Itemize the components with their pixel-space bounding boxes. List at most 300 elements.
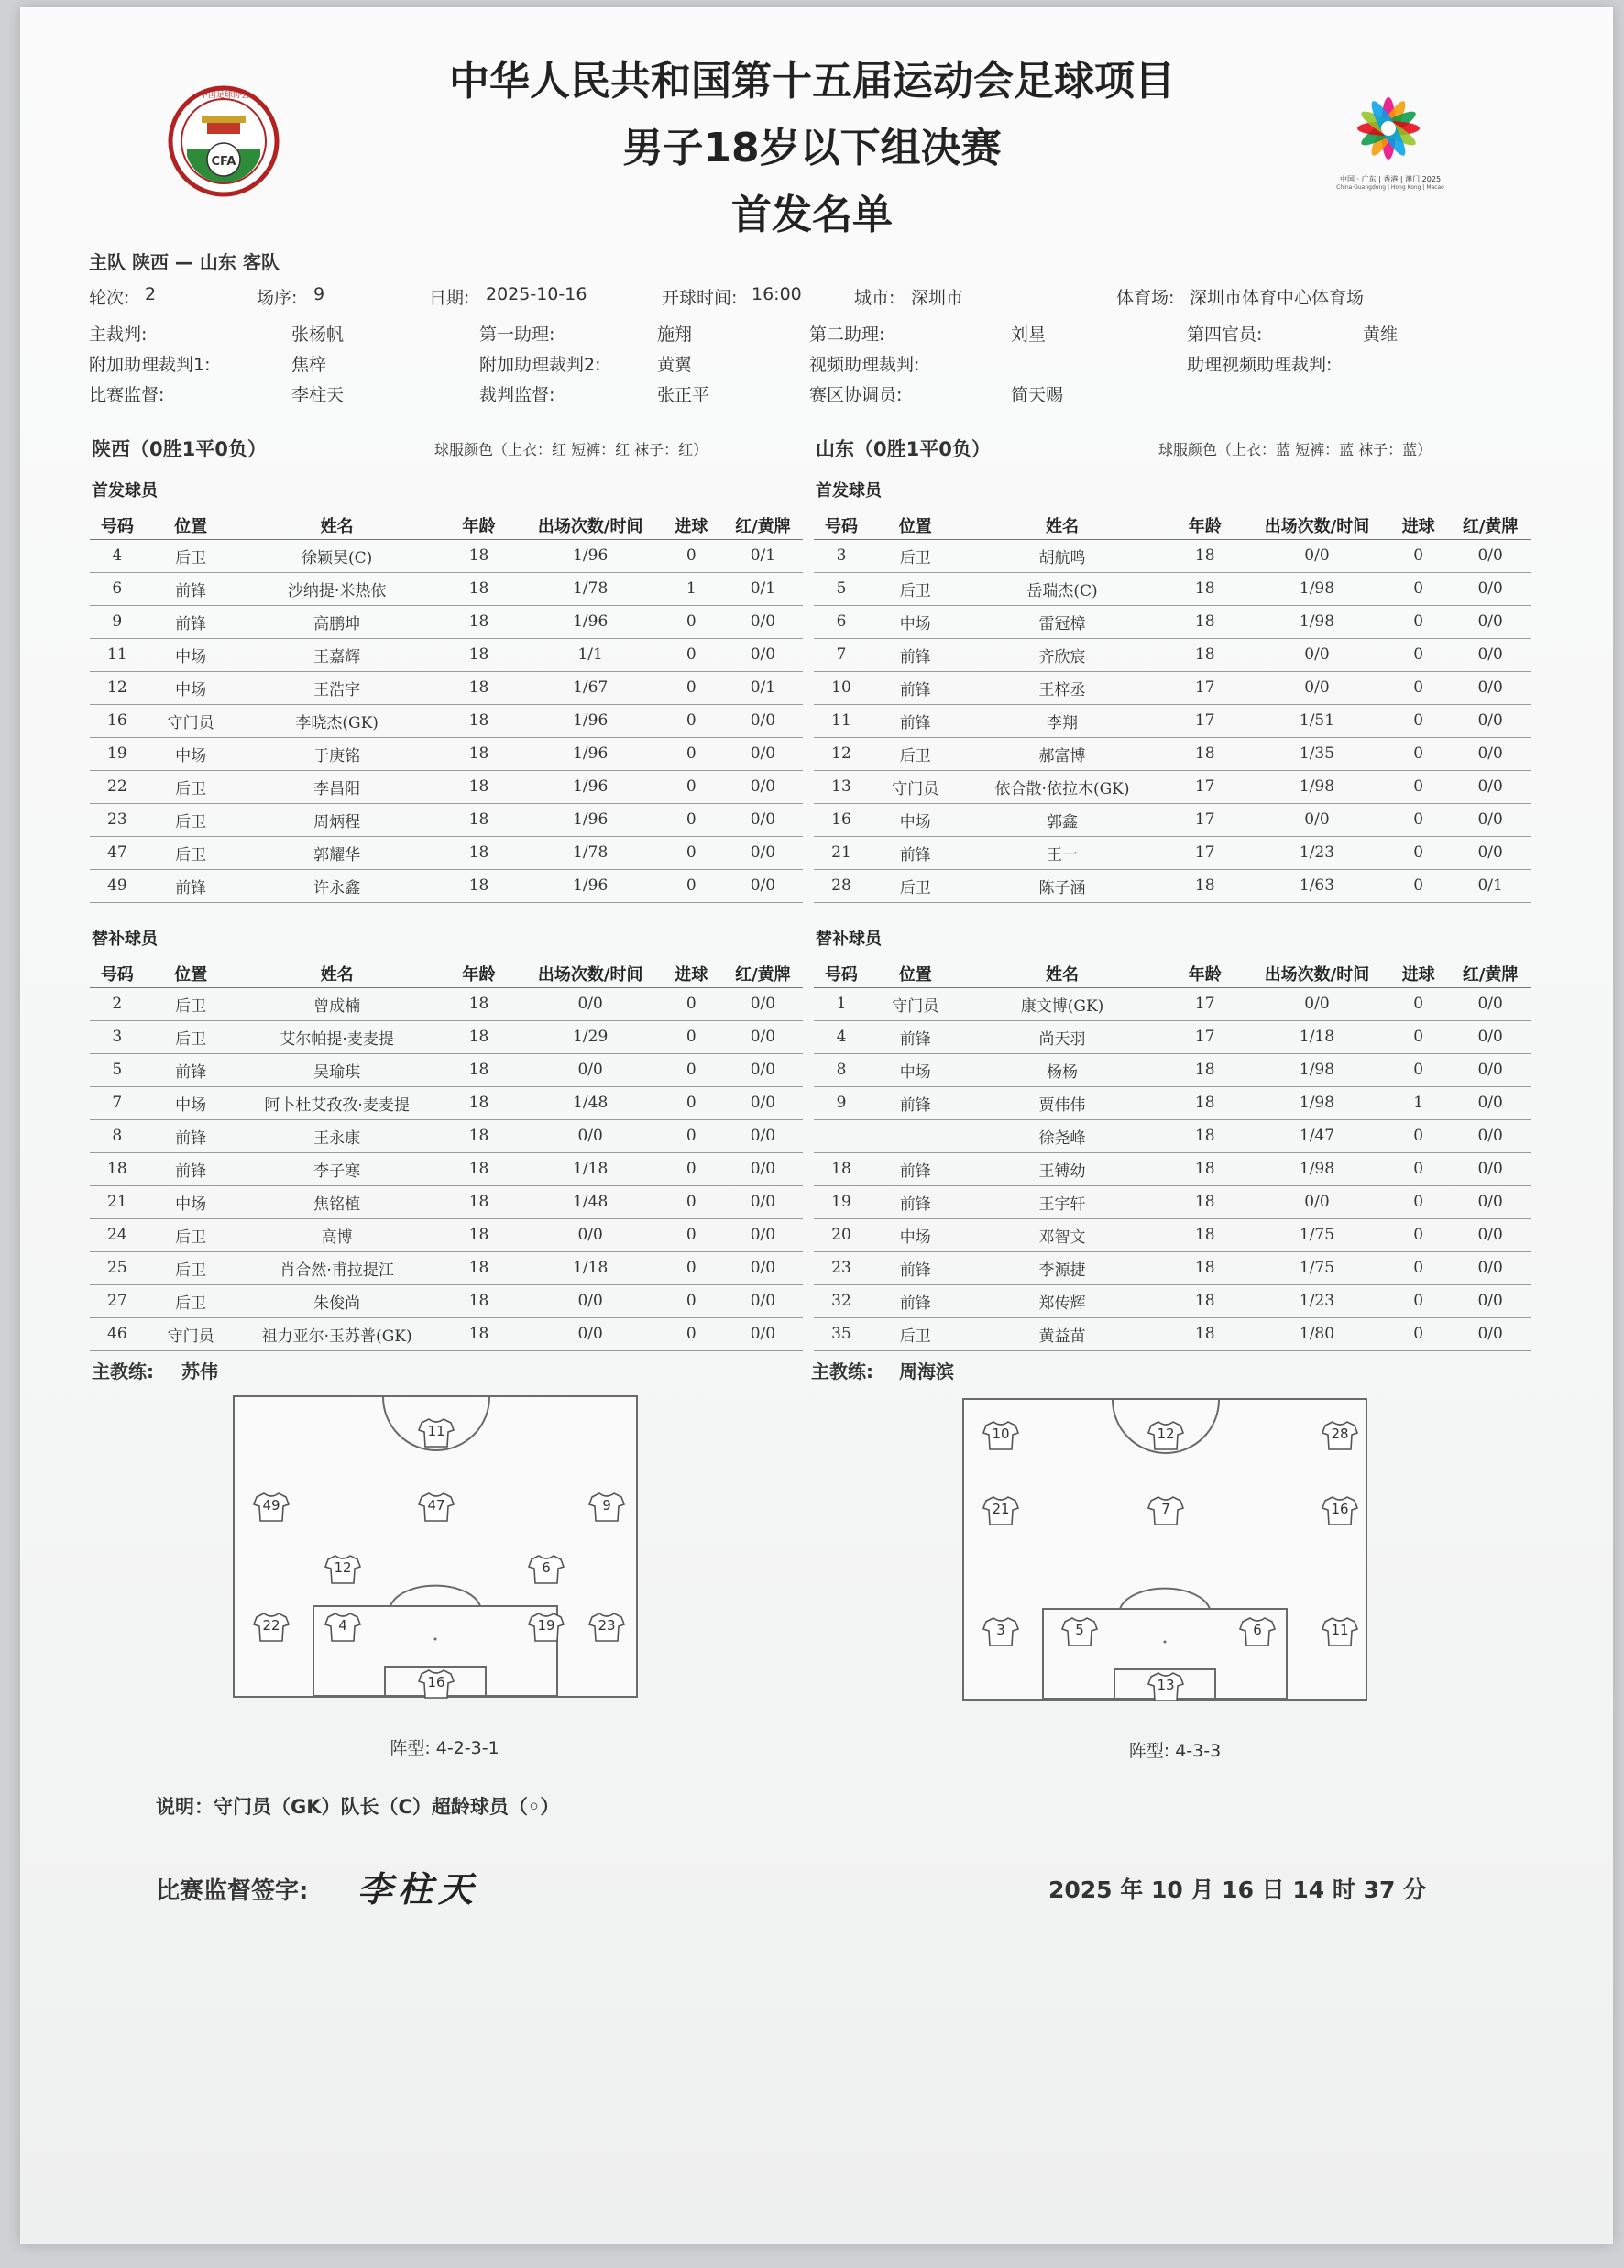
- player-cell: 0: [660, 1086, 723, 1119]
- column-header: 出场次数/时间: [521, 512, 659, 539]
- player-cell: 1/96: [521, 803, 659, 836]
- player-cell: 王永康: [237, 1119, 437, 1152]
- player-row: [90, 1020, 803, 1053]
- jersey-icon: [1147, 1671, 1184, 1702]
- signature-label: 比赛监督签字:: [156, 1877, 309, 1905]
- player-cell: 18: [814, 1152, 869, 1185]
- player-cell: 后卫: [145, 987, 237, 1020]
- player-cell: 1/96: [521, 539, 659, 572]
- player-cell: 1/96: [521, 605, 659, 638]
- teams-line: 主队 陕西 — 山东 客队: [89, 251, 280, 273]
- player-cell: 0/1: [723, 671, 803, 704]
- player-cell: 前锋: [145, 869, 237, 902]
- player-cell: 11: [814, 704, 869, 737]
- player-cell: 17: [1163, 836, 1247, 869]
- player-cell: 尚天羽: [961, 1020, 1162, 1053]
- player-cell: 0: [660, 1020, 723, 1053]
- player-cell: 中场: [145, 1086, 237, 1119]
- official-label: 主裁判:: [89, 325, 148, 345]
- jersey-icon: [1322, 1495, 1358, 1526]
- column-header: 年龄: [1163, 512, 1247, 539]
- match-no-value: 9: [313, 284, 325, 304]
- player-cell: 0/0: [723, 1053, 803, 1086]
- player-cell: 郑传辉: [961, 1284, 1162, 1317]
- jersey-number: 47: [427, 1497, 445, 1514]
- player-cell: 35: [814, 1317, 869, 1350]
- player-cell: 郝富博: [961, 737, 1162, 770]
- column-header: 号码: [90, 512, 145, 539]
- column-header: 出场次数/时间: [1247, 512, 1387, 539]
- player-row: [814, 1317, 1531, 1350]
- player-cell: 1/63: [1247, 869, 1387, 902]
- away-coach-name: 周海滨: [899, 1360, 954, 1382]
- player-cell: 0: [660, 737, 723, 770]
- player-cell: 9: [90, 605, 145, 638]
- player-cell: 18: [437, 1053, 521, 1086]
- player-cell: 肖合然·甫拉提江: [237, 1251, 437, 1284]
- player-cell: 18: [437, 803, 521, 836]
- player-cell: 祖力亚尔·玉苏普(GK): [237, 1317, 437, 1350]
- player-cell: 18: [437, 572, 521, 605]
- player-cell: 18: [1163, 1251, 1247, 1284]
- player-cell: 0/0: [1450, 1086, 1531, 1119]
- player-cell: 0/0: [1247, 987, 1387, 1020]
- official-name: 李柱天: [291, 385, 345, 405]
- jersey-number: 22: [262, 1617, 280, 1634]
- player-cell: 12: [814, 737, 869, 770]
- official-name: 黄维: [1363, 325, 1399, 345]
- player-row: [814, 1152, 1531, 1185]
- player-cell: 0/0: [521, 1218, 659, 1251]
- player-row: [90, 770, 803, 803]
- player-cell: 0: [1387, 770, 1450, 803]
- jersey-number: 16: [1331, 1501, 1349, 1517]
- kickoff-value: 16:00: [752, 284, 802, 304]
- player-cell: 7: [90, 1086, 145, 1119]
- player-cell: 0: [660, 836, 723, 869]
- player-row: [814, 1053, 1531, 1086]
- player-row: [90, 1185, 803, 1218]
- jersey-number: 23: [598, 1617, 616, 1634]
- games-logo-text: 中国 · 广东 | 香港 | 澳门 2025: [1339, 175, 1442, 183]
- player-cell: 0: [1387, 1284, 1450, 1317]
- date-label: 日期:: [429, 288, 470, 308]
- player-cell: 艾尔帕提·麦麦提: [237, 1020, 437, 1053]
- column-header: 姓名: [961, 960, 1162, 987]
- player-cell: 0: [660, 605, 723, 638]
- player-cell: 0/0: [723, 1251, 803, 1284]
- player-cell: 李翔: [961, 704, 1162, 737]
- player-row: [814, 836, 1531, 869]
- player-cell: 0/0: [1247, 803, 1387, 836]
- player-cell: 18: [1163, 605, 1247, 638]
- player-cell: 17: [1163, 770, 1247, 803]
- player-cell: 0/0: [1450, 1317, 1531, 1350]
- player-cell: 曾成楠: [237, 987, 437, 1020]
- player-row: [90, 605, 803, 638]
- jersey-number: 5: [1075, 1622, 1084, 1638]
- column-header: 位置: [145, 512, 237, 539]
- player-cell: 0/0: [1450, 539, 1531, 572]
- player-cell: 中场: [145, 1185, 237, 1218]
- player-row: [90, 869, 803, 902]
- jersey-number: 6: [542, 1559, 551, 1576]
- player-cell: 18: [437, 1317, 521, 1350]
- player-cell: 18: [90, 1152, 145, 1185]
- official-label: 附加助理裁判2:: [479, 355, 601, 375]
- player-cell: 49: [90, 869, 145, 902]
- player-cell: 0: [1387, 836, 1450, 869]
- player-cell: 0/0: [1450, 1251, 1531, 1284]
- jersey-icon: [528, 1554, 565, 1585]
- player-cell: 0/0: [1450, 1152, 1531, 1185]
- player-cell: 后卫: [869, 737, 961, 770]
- player-cell: 0: [1387, 1119, 1450, 1152]
- player-cell: 后卫: [145, 1218, 237, 1251]
- player-cell: 18: [437, 539, 521, 572]
- player-cell: 0/0: [1450, 1053, 1531, 1086]
- player-cell: 0/0: [723, 1317, 803, 1350]
- player-cell: 0: [660, 539, 723, 572]
- player-cell: 0/0: [1450, 770, 1531, 803]
- official-name: 焦梓: [291, 355, 327, 375]
- official-name: 简天赐: [1011, 385, 1064, 405]
- jersey-number: 19: [537, 1617, 555, 1634]
- player-cell: 0/0: [521, 1284, 659, 1317]
- player-cell: 0: [1387, 638, 1450, 671]
- player-cell: 徐颖昊(C): [237, 539, 437, 572]
- jersey-number: 12: [334, 1559, 352, 1576]
- player-cell: 1/18: [521, 1152, 659, 1185]
- jersey-number: 11: [427, 1423, 445, 1439]
- supervisor-signature: 李柱天: [357, 1868, 479, 1910]
- player-cell: 守门员: [869, 987, 961, 1020]
- player-cell: 5: [90, 1053, 145, 1086]
- player-cell: 1/67: [521, 671, 659, 704]
- column-header: 进球: [1387, 960, 1450, 987]
- player-row: [90, 539, 803, 572]
- player-cell: 8: [90, 1119, 145, 1152]
- date-value: 2025-10-16: [486, 284, 587, 304]
- player-cell: 后卫: [869, 572, 961, 605]
- player-cell: 前锋: [869, 1086, 961, 1119]
- player-cell: 0/0: [521, 1119, 659, 1152]
- jersey-number: 6: [1253, 1622, 1262, 1638]
- player-cell: 0: [1387, 671, 1450, 704]
- column-header: 年龄: [437, 512, 521, 539]
- player-cell: 18: [1163, 1218, 1247, 1251]
- player-cell: 16: [814, 803, 869, 836]
- column-header: 出场次数/时间: [1247, 960, 1387, 987]
- jersey-icon: [324, 1554, 361, 1585]
- player-cell: 0: [660, 803, 723, 836]
- player-row: [814, 1185, 1531, 1218]
- jersey-number: 7: [1161, 1501, 1170, 1517]
- jersey-icon: [982, 1420, 1019, 1451]
- player-cell: 1/35: [1247, 737, 1387, 770]
- player-cell: 0/0: [723, 1218, 803, 1251]
- player-row: [90, 836, 803, 869]
- player-cell: 18: [437, 1284, 521, 1317]
- jersey-number: 16: [427, 1674, 445, 1690]
- jersey-icon: [253, 1612, 290, 1643]
- player-cell: 0: [660, 1119, 723, 1152]
- player-cell: 王一: [961, 836, 1162, 869]
- player-cell: 0/1: [1450, 869, 1531, 902]
- player-cell: 前锋: [145, 605, 237, 638]
- home-coach-name: 苏伟: [181, 1360, 218, 1382]
- player-row: [90, 704, 803, 737]
- player-cell: 0: [1387, 987, 1450, 1020]
- player-cell: 王梓丞: [961, 671, 1162, 704]
- player-row: [814, 1020, 1531, 1053]
- player-cell: 18: [1163, 1053, 1247, 1086]
- player-cell: 18: [1163, 869, 1247, 902]
- jersey-icon: [1147, 1420, 1184, 1451]
- player-row: [90, 987, 803, 1020]
- games-logo-subtext: China·Guangdong | Hong Kong | Macao: [1336, 184, 1444, 191]
- player-cell: 0: [1387, 572, 1450, 605]
- player-cell: 21: [90, 1185, 145, 1218]
- player-cell: 9: [814, 1086, 869, 1119]
- player-cell: 0/0: [1450, 836, 1531, 869]
- round-label: 轮次:: [89, 288, 130, 308]
- player-cell: 18: [437, 737, 521, 770]
- doc-title-line3: 首发名单: [731, 192, 893, 238]
- player-cell: 1/18: [521, 1251, 659, 1284]
- player-cell: 0/0: [1450, 704, 1531, 737]
- player-cell: 0: [1387, 1053, 1450, 1086]
- player-row: [814, 1119, 1531, 1152]
- player-cell: 岳瑞杰(C): [961, 572, 1162, 605]
- player-row: [90, 572, 803, 605]
- player-cell: 18: [1163, 539, 1247, 572]
- home-subs-table: [90, 960, 803, 1351]
- player-cell: 前锋: [145, 1119, 237, 1152]
- player-cell: 0: [660, 869, 723, 902]
- player-cell: 依合散·依拉木(GK): [961, 770, 1162, 803]
- player-cell: 雷冠樟: [961, 605, 1162, 638]
- player-cell: 18: [437, 869, 521, 902]
- away-starters-title: 首发球员: [816, 481, 882, 501]
- column-header: 红/黄牌: [1450, 960, 1531, 987]
- player-cell: 沙纳提·米热依: [237, 572, 437, 605]
- player-cell: 1/75: [1247, 1218, 1387, 1251]
- player-row: [814, 1251, 1531, 1284]
- player-cell: 8: [814, 1053, 869, 1086]
- player-cell: 前锋: [869, 1152, 961, 1185]
- player-cell: 0: [660, 987, 723, 1020]
- player-cell: 0: [660, 1317, 723, 1350]
- player-cell: 0/0: [723, 704, 803, 737]
- jersey-number: 4: [338, 1617, 347, 1634]
- player-cell: 3: [814, 539, 869, 572]
- player-cell: 21: [814, 836, 869, 869]
- player-cell: 0: [1387, 869, 1450, 902]
- official-name: 施翔: [657, 325, 693, 345]
- column-header: 位置: [869, 512, 961, 539]
- player-cell: 0/1: [723, 572, 803, 605]
- player-cell: 周炳程: [237, 803, 437, 836]
- player-cell: 12: [90, 671, 145, 704]
- player-cell: 1/98: [1247, 1152, 1387, 1185]
- table-header-row: [814, 960, 1531, 987]
- player-cell: 后卫: [145, 1251, 237, 1284]
- player-cell: 0/0: [1450, 1284, 1531, 1317]
- away-team-record: 山东（0胜1平0负）: [816, 438, 991, 460]
- player-row: [90, 638, 803, 671]
- player-cell: 0/0: [723, 1284, 803, 1317]
- doc-title-line1: 中华人民共和国第十五届运动会足球项目: [449, 58, 1175, 105]
- player-cell: 18: [437, 638, 521, 671]
- player-cell: 0/0: [1450, 1119, 1531, 1152]
- jersey-icon: [588, 1612, 625, 1643]
- column-header: 号码: [90, 960, 145, 987]
- player-cell: 32: [814, 1284, 869, 1317]
- player-cell: 守门员: [145, 704, 237, 737]
- player-cell: 0/0: [521, 987, 659, 1020]
- player-cell: 中场: [869, 803, 961, 836]
- player-row: [814, 803, 1531, 836]
- player-cell: 守门员: [145, 1317, 237, 1350]
- player-cell: 1/48: [521, 1086, 659, 1119]
- player-cell: 23: [814, 1251, 869, 1284]
- player-cell: 黄益苗: [961, 1317, 1162, 1350]
- player-cell: 中场: [869, 605, 961, 638]
- player-cell: 1/98: [1247, 605, 1387, 638]
- player-cell: 李晓杰(GK): [237, 704, 437, 737]
- doc-title-line2: 男子18岁以下组决赛: [622, 125, 1002, 171]
- player-row: [814, 737, 1531, 770]
- player-cell: 中场: [869, 1218, 961, 1251]
- jersey-number: 28: [1331, 1426, 1349, 1442]
- player-cell: 1/23: [1247, 1284, 1387, 1317]
- player-cell: 0/0: [723, 1119, 803, 1152]
- player-cell: 18: [1163, 1086, 1247, 1119]
- player-row: [814, 638, 1531, 671]
- column-header: 年龄: [437, 960, 521, 987]
- player-cell: 0/0: [723, 836, 803, 869]
- column-header: 姓名: [961, 512, 1162, 539]
- player-cell: 10: [814, 671, 869, 704]
- player-cell: 中场: [869, 1053, 961, 1086]
- column-header: 红/黄牌: [723, 960, 803, 987]
- player-cell: 邓智文: [961, 1218, 1162, 1251]
- player-cell: 16: [90, 704, 145, 737]
- player-row: [90, 1317, 803, 1350]
- player-cell: 0/0: [723, 1086, 803, 1119]
- player-cell: 1/96: [521, 704, 659, 737]
- player-cell: 2: [90, 987, 145, 1020]
- jersey-number: 3: [996, 1622, 1005, 1638]
- player-cell: 1: [660, 572, 723, 605]
- player-row: [90, 1284, 803, 1317]
- player-cell: 46: [90, 1317, 145, 1350]
- player-cell: 陈子涵: [961, 869, 1162, 902]
- home-formation: 阵型: 4-2-3-1: [390, 1738, 499, 1758]
- player-cell: 中场: [145, 671, 237, 704]
- player-cell: 李昌阳: [237, 770, 437, 803]
- player-cell: 后卫: [869, 539, 961, 572]
- cfa-logo-text: 中国足球协会: [199, 91, 249, 100]
- table-header-row: [814, 512, 1531, 539]
- player-cell: 贾伟伟: [961, 1086, 1162, 1119]
- player-cell: 1/98: [1247, 1086, 1387, 1119]
- player-cell: 前锋: [869, 1251, 961, 1284]
- player-cell: 47: [90, 836, 145, 869]
- player-cell: 1/78: [521, 572, 659, 605]
- player-cell: 许永鑫: [237, 869, 437, 902]
- player-row: [814, 770, 1531, 803]
- player-cell: 后卫: [145, 1020, 237, 1053]
- player-cell: 18: [1163, 638, 1247, 671]
- player-cell: 0/0: [1450, 572, 1531, 605]
- player-cell: 后卫: [145, 770, 237, 803]
- player-cell: 0/0: [521, 1317, 659, 1350]
- jersey-number: 49: [262, 1497, 280, 1514]
- column-header: 位置: [869, 960, 961, 987]
- player-cell: 0: [660, 1152, 723, 1185]
- player-cell: 后卫: [145, 803, 237, 836]
- official-name: 刘星: [1011, 325, 1047, 345]
- official-label: 第二助理:: [809, 325, 885, 345]
- player-cell: 1/96: [521, 770, 659, 803]
- player-cell: 18: [437, 987, 521, 1020]
- jersey-number: 13: [1157, 1677, 1175, 1693]
- player-cell: 0/0: [723, 605, 803, 638]
- match-no-label: 场序:: [257, 288, 298, 308]
- player-cell: 1/23: [1247, 836, 1387, 869]
- player-cell: 0/1: [723, 539, 803, 572]
- player-row: [90, 1218, 803, 1251]
- player-cell: 朱俊尚: [237, 1284, 437, 1317]
- player-row: [90, 1053, 803, 1086]
- player-cell: 0: [1387, 605, 1450, 638]
- player-cell: 王镈幼: [961, 1152, 1162, 1185]
- player-cell: 0: [1387, 737, 1450, 770]
- player-cell: 0: [660, 1053, 723, 1086]
- official-label: 比赛监督:: [89, 385, 165, 405]
- player-cell: 郭鑫: [961, 803, 1162, 836]
- player-cell: 6: [90, 572, 145, 605]
- player-row: [814, 1218, 1531, 1251]
- player-cell: 0/0: [1450, 671, 1531, 704]
- player-cell: 1/98: [1247, 1053, 1387, 1086]
- away-formation: 阵型: 4-3-3: [1128, 1741, 1222, 1761]
- player-cell: 0/0: [723, 1020, 803, 1053]
- player-cell: 6: [814, 605, 869, 638]
- column-header: 进球: [660, 960, 723, 987]
- player-cell: 1/51: [1247, 704, 1387, 737]
- player-cell: 0/0: [723, 1152, 803, 1185]
- home-subs-title: 替补球员: [92, 930, 158, 949]
- player-cell: 18: [1163, 572, 1247, 605]
- column-header: 出场次数/时间: [521, 960, 659, 987]
- player-cell: 5: [814, 572, 869, 605]
- player-row: [90, 1251, 803, 1284]
- player-cell: 22: [90, 770, 145, 803]
- player-cell: 徐尧峰: [961, 1119, 1162, 1152]
- player-cell: 高博: [237, 1218, 437, 1251]
- player-cell: 4: [90, 539, 145, 572]
- player-cell: 18: [1163, 1317, 1247, 1350]
- player-row: [90, 1086, 803, 1119]
- jersey-icon: [1239, 1616, 1276, 1647]
- official-label: 第一助理:: [479, 325, 555, 345]
- player-cell: 0: [1387, 1317, 1450, 1350]
- stadium-value: 深圳市体育中心体育场: [1190, 288, 1365, 308]
- player-cell: 0/0: [1450, 1020, 1531, 1053]
